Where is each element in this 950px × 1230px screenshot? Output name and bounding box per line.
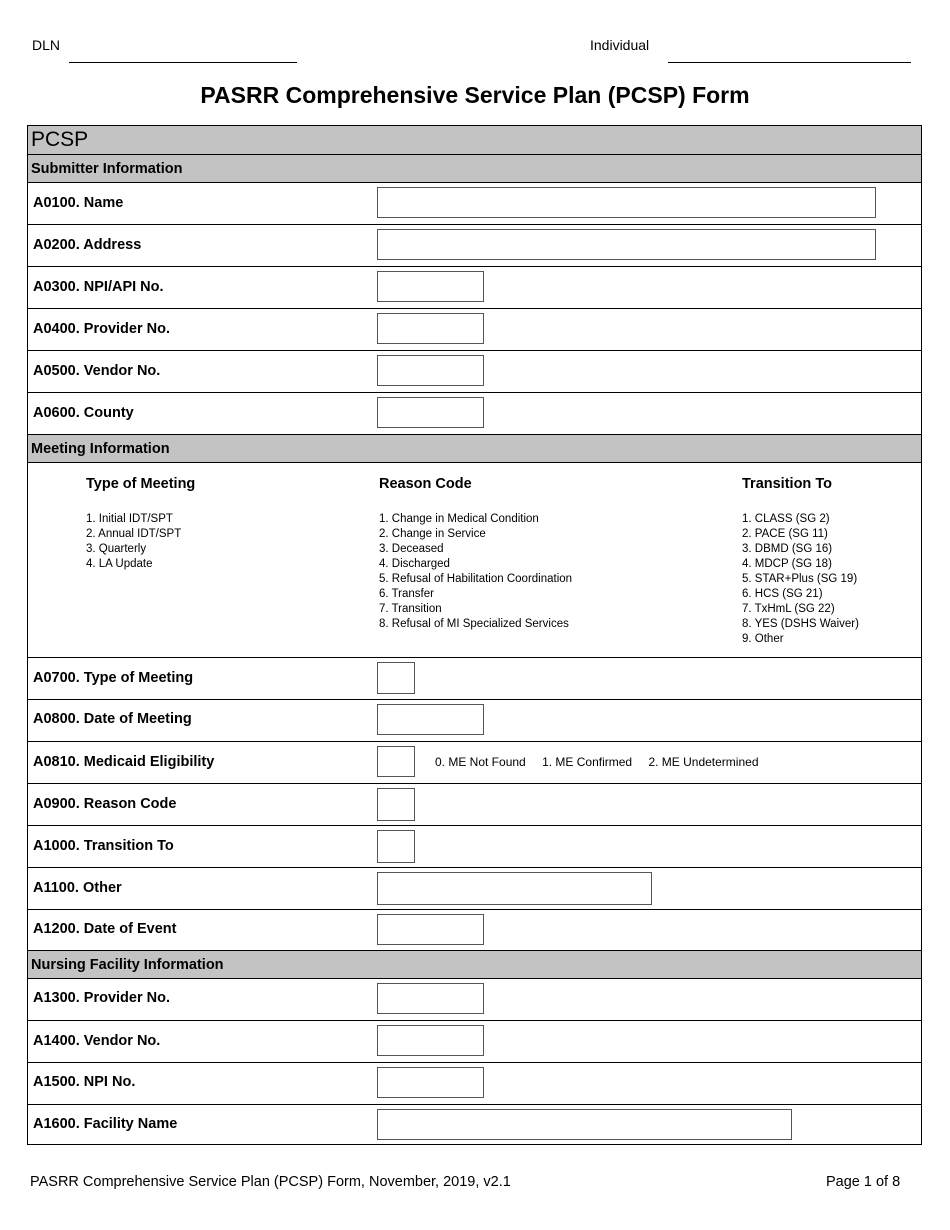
medicaid-options <box>435 755 772 769</box>
pcsp-header: PCSP <box>28 126 921 155</box>
meeting-code-legend <box>28 464 921 658</box>
a0200-address-input[interactable] <box>377 229 876 260</box>
a1300-provider-input[interactable] <box>377 983 484 1014</box>
a0900-reason-code-input[interactable] <box>377 788 415 821</box>
individual-label: Individual <box>590 37 650 53</box>
list-item: 5. STAR+Plus (SG 19) <box>742 573 858 585</box>
a0600-county-input[interactable] <box>377 397 484 428</box>
transition-to-heading: Transition To <box>742 476 832 492</box>
a1000-label: A1000. Transition To <box>33 838 174 854</box>
reason-code-legend <box>379 476 572 632</box>
row-a0200 <box>28 225 921 267</box>
list-item: 2. PACE (SG 11) <box>742 528 828 540</box>
a1600-label: A1600. Facility Name <box>33 1116 178 1132</box>
list-item: 3. Deceased <box>379 543 444 555</box>
list-item: 4. MDCP (SG 18) <box>742 558 832 570</box>
row-a0300 <box>28 267 921 309</box>
a0500-vendor-input[interactable] <box>377 355 484 386</box>
list-item: 4. LA Update <box>86 558 153 570</box>
a1200-label: A1200. Date of Event <box>33 921 177 937</box>
row-a0800 <box>28 700 921 742</box>
list-item: 1. Initial IDT/SPT <box>86 513 173 525</box>
medicaid-option: 0. ME Not Found <box>435 755 526 769</box>
list-item: 3. Quarterly <box>86 543 147 555</box>
nursing-section-header: Nursing Facility Information <box>28 950 921 979</box>
row-a0700 <box>28 658 921 700</box>
individual-field[interactable] <box>668 62 911 63</box>
list-item: 9. Other <box>742 633 784 645</box>
footer-page-number: Page 1 of 8 <box>826 1174 901 1190</box>
a0810-medicaid-eligibility-input[interactable] <box>377 746 415 777</box>
a0600-label: A0600. County <box>33 405 134 421</box>
footer-form-version: PASRR Comprehensive Service Plan (PCSP) Form, November, 2019, v2.1 <box>30 1174 511 1190</box>
a0100-name-input[interactable] <box>377 187 876 218</box>
a0300-npi-input[interactable] <box>377 271 484 302</box>
row-a0810 <box>28 742 921 784</box>
a1500-npi-input[interactable] <box>377 1067 484 1098</box>
a0800-label: A0800. Date of Meeting <box>33 711 192 727</box>
a0700-label: A0700. Type of Meeting <box>33 670 194 686</box>
list-item: 7. Transition <box>379 603 442 615</box>
list-item: 6. HCS (SG 21) <box>742 588 823 600</box>
a0100-label: A0100. Name <box>33 195 124 211</box>
list-item: 8. YES (DSHS Waiver) <box>742 618 859 630</box>
list-item: 2. Annual IDT/SPT <box>86 528 182 540</box>
a1300-label: A1300. Provider No. <box>33 990 170 1006</box>
a0810-label: A0810. Medicaid Eligibility <box>33 754 215 770</box>
row-a1500 <box>28 1063 921 1105</box>
a1000-transition-to-input[interactable] <box>377 830 415 863</box>
a0200-label: A0200. Address <box>33 237 142 253</box>
list-item: 1. CLASS (SG 2) <box>742 513 830 525</box>
a1600-facility-name-input[interactable] <box>377 1109 792 1140</box>
list-item: 7. TxHmL (SG 22) <box>742 603 835 615</box>
submitter-section-header: Submitter Information <box>28 154 921 183</box>
type-of-meeting-heading: Type of Meeting <box>86 476 196 492</box>
row-a0400 <box>28 309 921 351</box>
a0300-label: A0300. NPI/API No. <box>33 279 164 295</box>
row-a1200 <box>28 910 921 951</box>
medicaid-option: 1. ME Confirmed <box>542 755 633 769</box>
list-item: 3. DBMD (SG 16) <box>742 543 833 555</box>
row-a0900 <box>28 784 921 826</box>
a0400-label: A0400. Provider No. <box>33 321 170 337</box>
a0500-label: A0500. Vendor No. <box>33 363 161 379</box>
a0800-date-of-meeting-input[interactable] <box>377 704 484 735</box>
list-item: 2. Change in Service <box>379 528 486 540</box>
page-title: PASRR Comprehensive Service Plan (PCSP) Form <box>200 82 750 108</box>
row-a0600 <box>28 393 921 435</box>
a1200-date-of-event-input[interactable] <box>377 914 484 945</box>
list-item: 4. Discharged <box>379 558 450 570</box>
reason-code-heading: Reason Code <box>379 476 472 492</box>
row-a1000 <box>28 826 921 868</box>
a1100-label: A1100. Other <box>33 880 122 896</box>
transition-to-legend <box>742 476 859 647</box>
dln-field[interactable] <box>69 62 297 63</box>
row-a1300 <box>28 979 921 1021</box>
a0400-provider-input[interactable] <box>377 313 484 344</box>
a0900-label: A0900. Reason Code <box>33 796 177 812</box>
medicaid-option: 2. ME Undetermined <box>648 755 759 769</box>
a1500-label: A1500. NPI No. <box>33 1074 136 1090</box>
pcsp-form <box>27 125 922 1145</box>
list-item: 8. Refusal of MI Specialized Services <box>379 618 569 630</box>
meeting-section-header: Meeting Information <box>28 434 921 463</box>
row-a1600 <box>28 1105 921 1145</box>
row-a1400 <box>28 1021 921 1063</box>
dln-label: DLN <box>32 37 61 53</box>
a1400-label: A1400. Vendor No. <box>33 1033 161 1049</box>
a0700-type-of-meeting-input[interactable] <box>377 662 415 694</box>
type-of-meeting-legend <box>86 476 195 572</box>
row-a0100 <box>28 183 921 225</box>
a1100-other-input[interactable] <box>377 872 652 905</box>
row-a0500 <box>28 351 921 393</box>
a1400-vendor-input[interactable] <box>377 1025 484 1056</box>
list-item: 5. Refusal of Habilitation Coordination <box>379 573 573 585</box>
list-item: 6. Transfer <box>379 588 434 600</box>
list-item: 1. Change in Medical Condition <box>379 513 539 525</box>
row-a1100 <box>28 868 921 910</box>
